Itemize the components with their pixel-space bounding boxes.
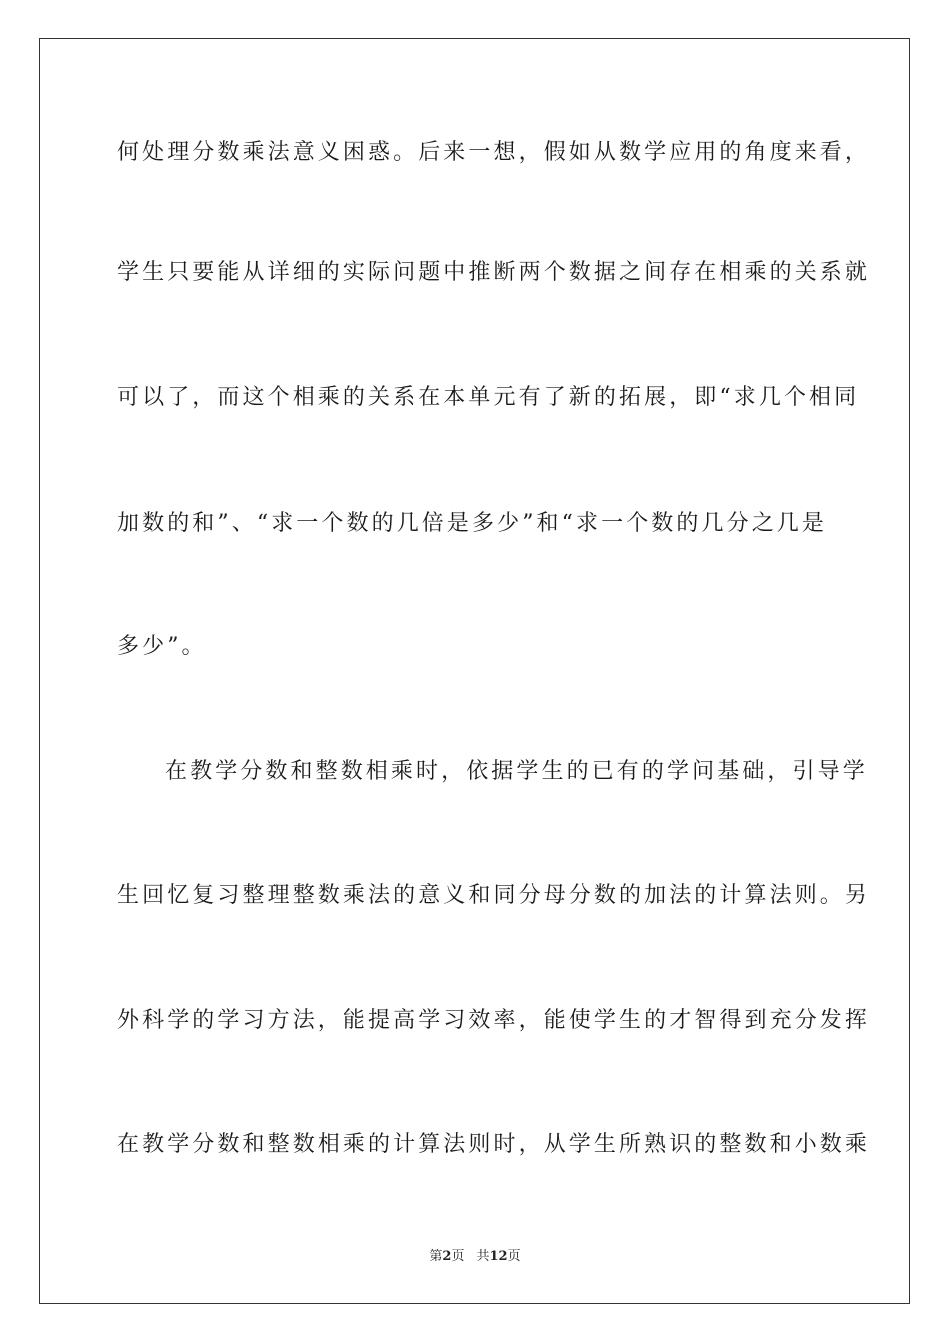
footer-page-suffix: 页 [451, 1249, 465, 1264]
text-line-5: 多少”。 [117, 634, 207, 659]
text-line-7: 生回忆复习整理整数乘法的意义和同分母分数的加法的计算法则。另 [117, 883, 871, 908]
paragraph-start-line: 在教学分数和整数相乘时，依据学生的已有的学问基础，引导学 [165, 759, 868, 784]
footer-page-number: 2 [442, 1249, 452, 1264]
footer-total-prefix: 共 [476, 1249, 490, 1264]
text-line-3: 可以了，而这个相乘的关系在本单元有了新的拓展，即“求几个相同 [117, 385, 860, 410]
text-line-4: 加数的和”、“求一个数的几倍是多少”和“求一个数的几分之几是 [117, 511, 827, 536]
text-line-2: 学生只要能从详细的实际问题中推断两个数据之间存在相乘的关系就 [117, 260, 871, 285]
footer-page-prefix: 第 [429, 1249, 443, 1264]
text-line-8: 外科学的学习方法，能提高学习效率，能使学生的才智得到充分发挥 [117, 1008, 871, 1033]
page-border [39, 38, 910, 1304]
text-line-9: 在教学分数和整数相乘的计算法则时，从学生所熟识的整数和小数乘 [117, 1132, 871, 1157]
footer-total-suffix: 页 [507, 1249, 521, 1264]
page-footer [0, 1249, 950, 1265]
footer-total-pages: 12 [489, 1249, 508, 1264]
text-line-1: 何处理分数乘法意义困惑。后来一想，假如从数学应用的角度来看， [117, 140, 871, 165]
